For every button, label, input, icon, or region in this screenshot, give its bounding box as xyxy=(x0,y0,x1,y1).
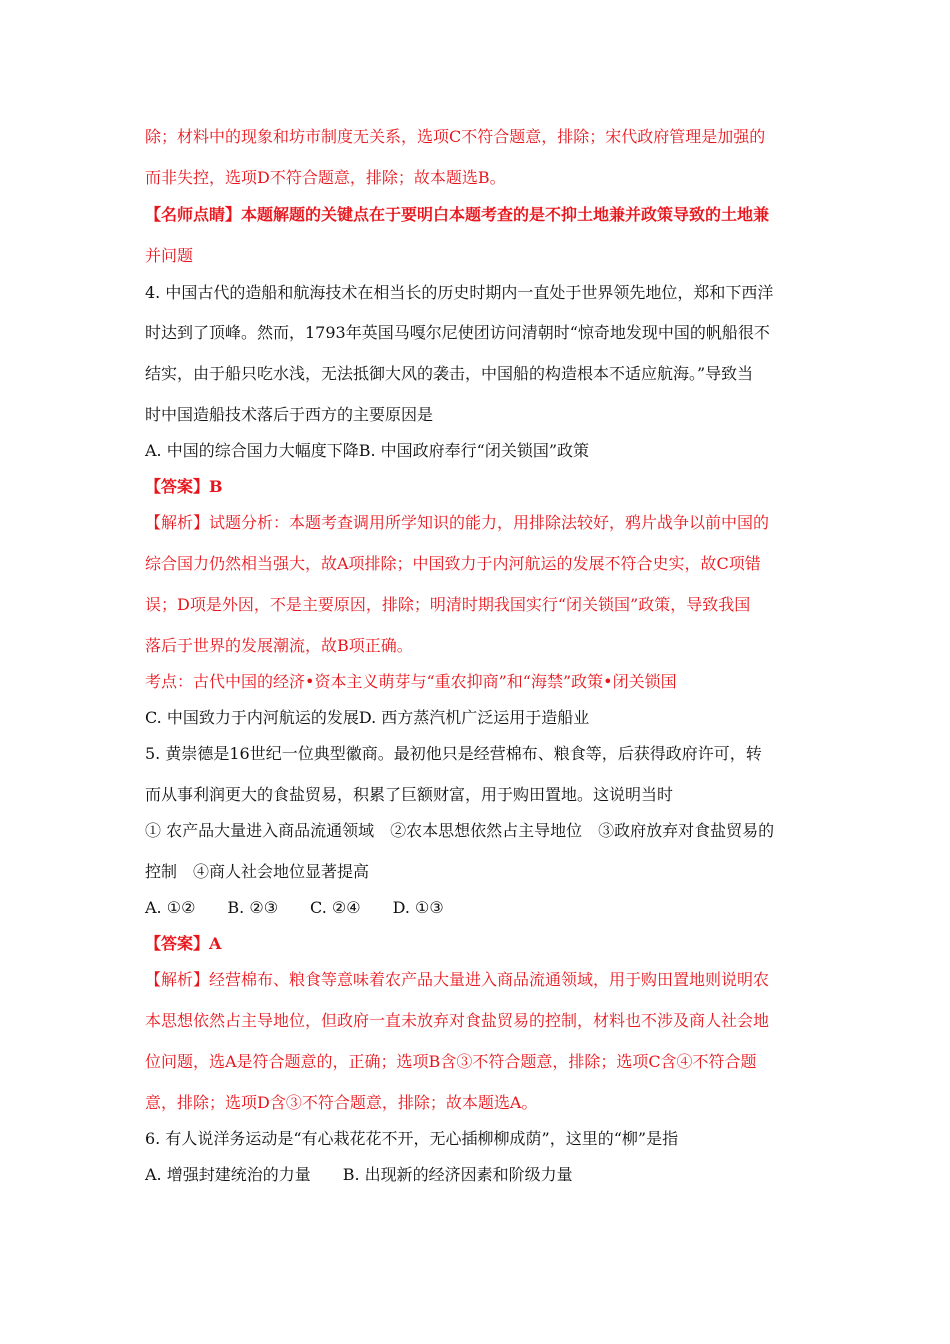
question-4-text: 4. 中国古代的造船和航海技术在相当长的历史时期内一直处于世界领先地位，郑和下西洋 xyxy=(145,283,774,302)
question-4-text: 结实，由于船只吃水浅，无法抵御大风的袭击，中国船的构造根本不适应航海。”导致当 xyxy=(145,364,754,383)
question-4-text: 时达到了顶峰。然而，1793年英国马嘎尔尼使团访问清朝时“惊奇地发现中国的帆船很不 xyxy=(145,323,770,342)
question-4-analysis: 综合国力仍然相当强大，故A项排除；中国致力于内河航运的发展不符合史实，故C项错 xyxy=(145,554,761,573)
question-5-analysis: 意，排除；选项D含③不符合题意，排除；故本题选A。 xyxy=(145,1093,538,1112)
question-5-statements: ① 农产品大量进入商品流通领域 ②农本思想依然占主导地位 ③政府放弃对食盐贸易的 xyxy=(145,821,775,840)
question-5-answer: 【答案】A xyxy=(145,934,222,953)
question-6-options: A. 增强封建统治的力量 B. 出现新的经济因素和阶级力量 xyxy=(145,1165,573,1184)
question-5-analysis: 位问题，选A是符合题意的，正确；选项B含③不符合题意，排除；选项C含④不符合题 xyxy=(145,1052,757,1071)
question-4-options-cd: C. 中国致力于内河航运的发展D. 西方蒸汽机广泛运用于造船业 xyxy=(145,708,590,727)
question-5-options: A. ①② B. ②③ C. ②④ D. ①③ xyxy=(145,898,444,917)
question-5-statements: 控制 ④商人社会地位显著提高 xyxy=(145,862,370,881)
question-4-text: 时中国造船技术落后于西方的主要原因是 xyxy=(145,405,434,424)
question-4-analysis: 【解析】试题分析：本题考查调用所学知识的能力，用排除法较好，鸦片战争以前中国的 xyxy=(145,513,770,532)
question-6-text: 6. 有人说洋务运动是“有心栽花花不开，无心插柳柳成荫”，这里的“柳”是指 xyxy=(145,1129,679,1148)
question-5-text: 5. 黄崇德是16世纪一位典型徽商。最初他只是经营棉布、粮食等，后获得政府许可，转 xyxy=(145,744,762,763)
question-5-analysis: 【解析】经营棉布、粮食等意味着农产品大量进入商品流通领域，用于购田置地则说明农 xyxy=(145,970,770,989)
analysis-text-line: 除；材料中的现象和坊市制度无关系，选项C不符合题意，排除；宋代政府管理是加强的 xyxy=(145,127,766,146)
analysis-text-line: 而非失控，选项D不符合题意，排除；故本题选B。 xyxy=(145,168,506,187)
teacher-note-line: 【名师点睛】本题解题的关键点在于要明白本题考查的是不抑土地兼并政策导致的土地兼 xyxy=(145,205,770,224)
question-4-answer: 【答案】B xyxy=(145,477,223,496)
question-5-text: 而从事利润更大的食盐贸易，积累了巨额财富，用于购田置地。这说明当时 xyxy=(145,785,674,804)
teacher-note-line: 并问题 xyxy=(145,246,194,265)
question-4-analysis: 落后于世界的发展潮流，故B项正确。 xyxy=(145,636,413,655)
question-4-options-ab: A. 中国的综合国力大幅度下降B. 中国政府奉行“闭关锁国”政策 xyxy=(145,441,590,460)
question-4-knowledge-point: 考点：古代中国的经济•资本主义萌芽与“重农抑商”和“海禁”政策•闭关锁国 xyxy=(145,672,677,691)
question-5-analysis: 本思想依然占主导地位，但政府一直未放弃对食盐贸易的控制，材料也不涉及商人社会地 xyxy=(145,1011,770,1030)
question-4-analysis: 误；D项是外因，不是主要原因，排除；明清时期我国实行“闭关锁国”政策，导致我国 xyxy=(145,595,751,614)
